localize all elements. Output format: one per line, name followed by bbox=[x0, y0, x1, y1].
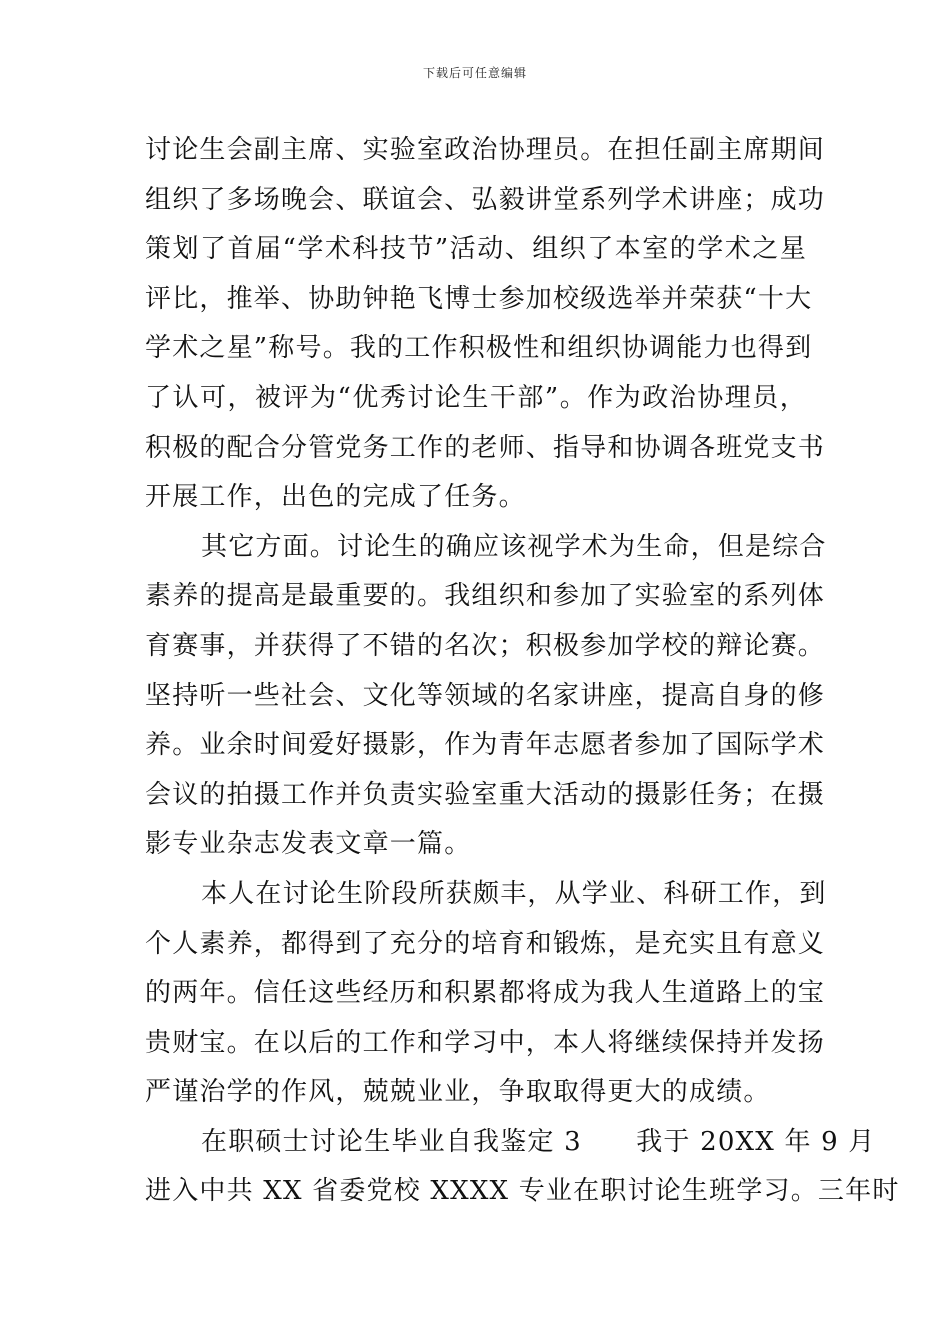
text-line: 组织了多场晚会、联谊会、弘毅讲堂系列学术讲座；成功 bbox=[145, 184, 826, 215]
text-line: 讨论生会副主席、实验室政治协理员。在担任副主席期间 bbox=[145, 135, 826, 165]
text-line: 会议的拍摄工作并负责实验室重大活动的摄影任务；在摄 bbox=[145, 779, 826, 810]
text-line: 策划了首届“学术科技节”活动、组织了本室的学术之星 bbox=[145, 234, 807, 265]
text-line: 育赛事，并获得了不错的名次；积极参加学校的辩论赛。 bbox=[145, 630, 826, 661]
text-line: 进入中共 XX 省委党校 XXXX 专业在职讨论生班学习。三年时 bbox=[145, 1176, 900, 1207]
text-line: 影专业杂志发表文章一篇。 bbox=[145, 829, 472, 860]
text-line: 评比，推举、协助钟艳飞博士参加校级选举并荣获“十大 bbox=[145, 283, 813, 314]
text-line: 其它方面。讨论生的确应该视学术为生命，但是综合 bbox=[201, 531, 827, 562]
text-line: 贵财宝。在以后的工作和学习中，本人将继续保持并发扬 bbox=[145, 1027, 826, 1058]
text-line: 在职硕士讨论生毕业自我鉴定 3 我于 20XX 年 9 月 bbox=[201, 1126, 876, 1157]
text-line: 坚持听一些社会、文化等领域的名家讲座，提高自身的修 bbox=[145, 680, 826, 711]
text-line: 素养的提高是最重要的。我组织和参加了实验室的系列体 bbox=[145, 581, 826, 612]
text-line: 学术之星”称号。我的工作积极性和组织协调能力也得到 bbox=[145, 333, 813, 364]
text-line: 养。业余时间爱好摄影，作为青年志愿者参加了国际学术 bbox=[145, 730, 826, 761]
text-line: 了认可，被评为“优秀讨论生干部”。作为政治协理员， bbox=[145, 382, 807, 413]
text-line: 的两年。信任这些经历和积累都将成为我人生道路上的宝 bbox=[145, 978, 826, 1009]
text-line: 本人在讨论生阶段所获颇丰，从学业、科研工作，到 bbox=[201, 878, 827, 909]
text-line: 开展工作，出色的完成了任务。 bbox=[145, 482, 526, 513]
text-line: 严谨治学的作风，兢兢业业，争取取得更大的成绩。 bbox=[145, 1077, 771, 1108]
text-line: 积极的配合分管党务工作的老师、指导和协调各班党支书 bbox=[145, 432, 826, 463]
page-header: 下载后可任意编辑 bbox=[422, 66, 527, 80]
text-line: 个人素养，都得到了充分的培育和锻炼，是充实且有意义 bbox=[145, 928, 826, 959]
document-body bbox=[145, 126, 900, 1217]
